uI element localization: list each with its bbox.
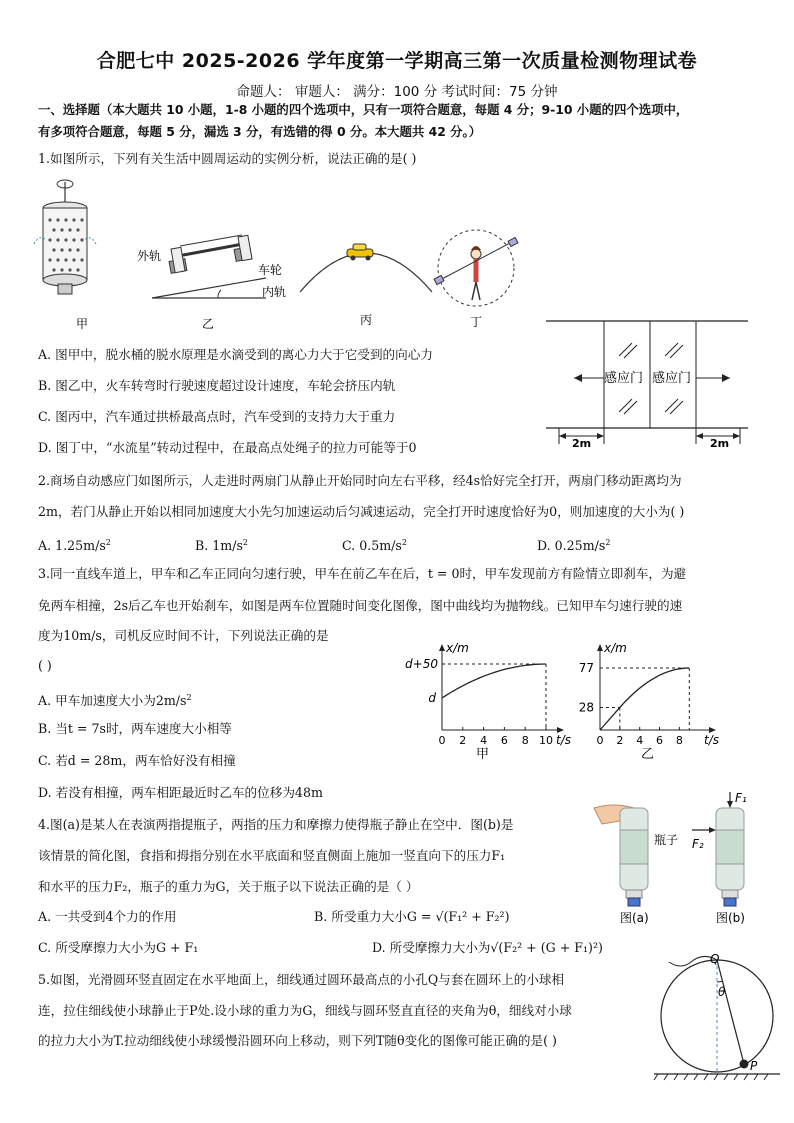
yi-title: 乙 bbox=[641, 747, 655, 762]
chart-yi bbox=[579, 641, 719, 762]
spin-dryer-figure bbox=[34, 180, 96, 294]
door-dist-left: 2m bbox=[572, 437, 592, 450]
bottle-figure bbox=[592, 790, 767, 930]
p-label: P bbox=[750, 1059, 758, 1073]
jia-xlabel: t/s bbox=[556, 733, 571, 747]
q4-option-b: B. 所受重力大小G = √(F₁² + F₂²) bbox=[314, 909, 510, 924]
fig-label-jia: 甲 bbox=[76, 317, 89, 331]
q5-line3: 的拉力大小为T.拉动细线使小球缓慢沿圆环向上移动，则下列T随θ变化的图像可能正确的是( ) bbox=[38, 1033, 557, 1048]
door-left-label: 感应门 bbox=[604, 371, 644, 386]
train-track-figure bbox=[137, 235, 286, 299]
q3-charts bbox=[400, 640, 730, 762]
q2-line2: 2m，若门从静止开始以相同加速度大小先匀加速运动后匀减速运动，完全打开时速度恰好为0，则加速度的大小为( ) bbox=[38, 504, 685, 519]
fig-label-yi: 乙 bbox=[202, 317, 215, 331]
bottle-label: 瓶子 bbox=[654, 833, 679, 847]
sliding-door-figure bbox=[544, 316, 754, 451]
f1-label: F₁ bbox=[735, 791, 747, 805]
yi-x-tick-label: 6 bbox=[656, 734, 664, 747]
ring-figure bbox=[652, 952, 782, 1082]
q2-option-c: C. $0.5m/s^2$ bbox=[342, 538, 407, 554]
yi-x-tick-label: 8 bbox=[675, 734, 683, 747]
exam-title: 合肥七中 2025-2026 学年度第一学期高三第一次质量检测物理试卷 bbox=[96, 50, 698, 72]
q2-line1: 2.商场自动感应门如图所示，人走进时两扇门从静止开始同时向左右平移，经4s恰好完全打开，两扇门移动距离均为 bbox=[38, 473, 682, 488]
water-meteor-figure bbox=[434, 230, 518, 306]
q4-option-d: D. 所受摩擦力大小为√(F₂² + (G + F₁)²) bbox=[372, 940, 603, 955]
section-heading-line2: 有多项符合题意，每题 5 分，漏选 3 分，有选错的得 0 分。本大题共 42 分。） bbox=[38, 124, 482, 139]
arch-bridge-figure bbox=[300, 244, 432, 292]
q5-line2: 连，拉住细线使小球静止于P处.设小球的重力为G，细线与圆环竖直直径的夹角为θ，细线对小球 bbox=[38, 1003, 572, 1018]
q1-option-d: D. 图丁中，“水流星”转动过程中，在最高点处绳子的拉力可能等于0 bbox=[38, 440, 417, 455]
jia-ylabel: x/m bbox=[446, 641, 469, 655]
yi-ylabel: x/m bbox=[604, 641, 627, 655]
q1-stem: 1.如图所示，下列有关生活中圆周运动的实例分析，说法正确的是( ) bbox=[38, 151, 417, 166]
door-dist-right: 2m bbox=[710, 437, 730, 450]
q4-line3: 和水平的压力F₂，瓶子的重力为G，关于瓶子以下说法正确的是（ ） bbox=[38, 879, 419, 894]
jia-x-tick-label: 0 bbox=[438, 734, 446, 747]
q2-option-d: D. $0.25m/s^2$ bbox=[537, 538, 611, 554]
q3-line2: 免两车相撞，2s后乙车也开始刹车，如图是两车位置随时间变化图像，图中曲线均为抛物线。已知甲车匀速行驶的速 bbox=[38, 598, 683, 613]
q3-line1: 3.同一直线车道上，甲车和乙车正同向匀速行驶，甲车在前乙车在后，t = 0时，甲车发现前方有险情立即刹车，为避 bbox=[38, 566, 687, 581]
yi-y-arrow bbox=[597, 644, 603, 651]
q3-option-d: D. 若没有相撞，两车相距最近时乙车的位移为48m bbox=[38, 785, 323, 800]
jia-x-tick-label: 10 bbox=[539, 734, 553, 747]
f2-label: F₂ bbox=[692, 837, 704, 851]
q4-line2: 该情景的简化图，食指和拇指分别在水平底面和竖直侧面上施加一竖直向下的压力F₁ bbox=[38, 848, 506, 863]
yi-y-tick-label: 77 bbox=[578, 661, 594, 675]
exam-subtitle: 命题人： 审题人： 满分：100 分 考试时间：75 分钟 bbox=[236, 84, 558, 100]
q1-option-c: C. 图丙中，汽车通过拱桥最高点时，汽车受到的支持力大于重力 bbox=[38, 409, 396, 424]
q2-option-a: A. $1.25m/s^2$ bbox=[38, 538, 111, 554]
chart-jia bbox=[405, 641, 571, 762]
jia-x-tick-label: 2 bbox=[459, 734, 467, 747]
yi-x-tick-label: 4 bbox=[636, 734, 644, 747]
outer-rail-label: 外轨 bbox=[137, 249, 162, 263]
yi-x-tick-label: 2 bbox=[616, 734, 624, 747]
q4-option-c: C. 所受摩擦力大小为G + F₁ bbox=[38, 940, 199, 955]
jia-title: 甲 bbox=[476, 747, 490, 762]
inner-rail-label: 内轨 bbox=[262, 285, 287, 299]
jia-x-tick-label: 6 bbox=[500, 734, 508, 747]
q4-line1: 4.图(a)是某人在表演两指提瓶子，两指的压力和摩擦力使得瓶子静止在空中．图(b)是 bbox=[38, 817, 514, 832]
jia-x-tick-label: 4 bbox=[480, 734, 488, 747]
fig-a-caption: 图(a) bbox=[620, 911, 649, 925]
q1-figures bbox=[30, 178, 540, 338]
q3-option-b: B. 当t = 7s时，两车速度大小相等 bbox=[38, 721, 232, 736]
theta-label: θ bbox=[718, 985, 726, 999]
fig-label-bing: 丙 bbox=[360, 313, 373, 327]
yi-x-tick-label: 0 bbox=[596, 734, 604, 747]
q3-option-c: C. 若d = 28m，两车恰好没有相撞 bbox=[38, 753, 236, 768]
q1-option-b: B. 图乙中，火车转弯时行驶速度超过设计速度，车轮会挤压内轨 bbox=[38, 378, 396, 393]
jia-curve bbox=[442, 664, 546, 698]
q5-line1: 5.如图，光滑圆环竖直固定在水平地面上，细线通过圆环最高点的小孔Q与套在圆环上的小球相 bbox=[38, 972, 565, 987]
yi-xlabel: t/s bbox=[704, 733, 719, 747]
q2-option-b: B. $1m/s^2$ bbox=[195, 538, 249, 554]
q1-option-a: A. 图甲中，脱水桶的脱水原理是水滴受到的离心力大于它受到的向心力 bbox=[38, 347, 433, 362]
wheel-label: 车轮 bbox=[258, 263, 283, 277]
door-right-label: 感应门 bbox=[652, 371, 692, 386]
jia-y-tick-label: d+50 bbox=[405, 657, 438, 671]
q4-option-a: A. 一共受到4个力的作用 bbox=[38, 909, 177, 924]
yi-y-tick-label: 28 bbox=[578, 700, 594, 715]
q-label: Q bbox=[710, 952, 720, 966]
fig-b-caption: 图(b) bbox=[716, 911, 745, 925]
section-heading-line1: 一、选择题（本大题共 10 小题，1-8 小题的四个选项中，只有一项符合题意，每题 4 分；9-10 小题的四个选项中， bbox=[38, 102, 689, 117]
q3-line3: 度为10m/s，司机反应时间不计，下列说法正确的是 bbox=[38, 628, 329, 643]
yi-curve bbox=[600, 668, 689, 730]
q3-paren: ( ) bbox=[38, 658, 52, 673]
jia-y-tick-label: d bbox=[428, 691, 436, 705]
q3-option-a: A. 甲车加速度大小为$2m/s^2$ bbox=[38, 693, 192, 709]
jia-y-arrow bbox=[439, 644, 445, 651]
jia-x-tick-label: 8 bbox=[521, 734, 529, 747]
fig-label-ding: 丁 bbox=[470, 315, 483, 329]
